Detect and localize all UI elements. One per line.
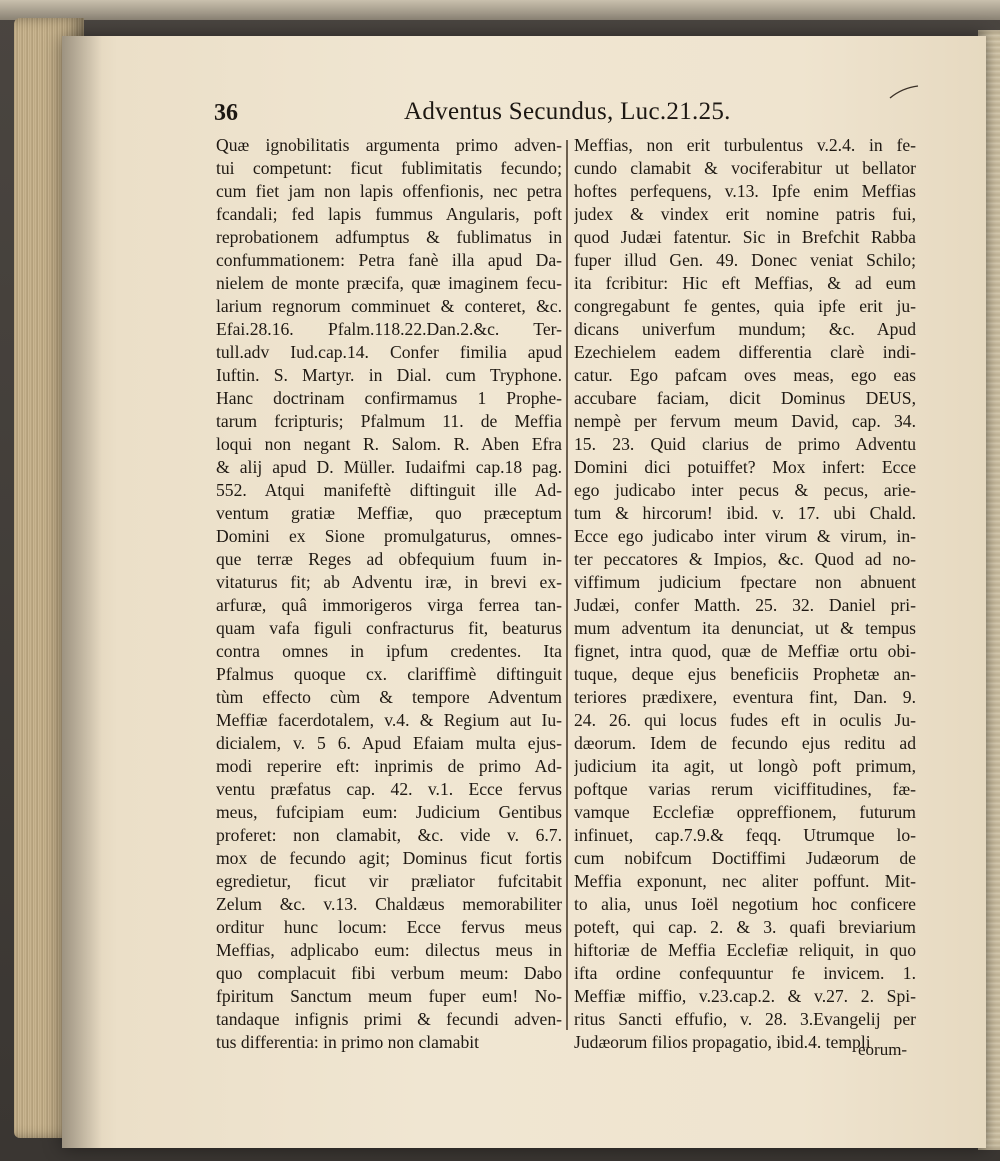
text-line: orditur hunc locum: Ecce fervus meus — [216, 917, 562, 937]
text-line: infinuet, cap.7.9.& feqq. Utrumque lo- — [574, 825, 916, 845]
text-line: Ecce ego judicabo inter virum & virum, in- — [574, 526, 916, 546]
text-line: que terræ Reges ad obfequium fuum in- — [216, 549, 562, 569]
text-line: cum fiet jam non lapis offenfionis, nec petra — [216, 181, 562, 201]
text-line: fpiritum Sanctum meum fuper eum! No- — [216, 986, 562, 1006]
text-line: Ezechielem eadem differentia clarè indi- — [574, 342, 916, 362]
text-line: tull.adv Iud.cap.14. Confer fimilia apud — [216, 342, 562, 362]
text-line: dæorum. Idem de fecundo ejus reditu ad — [574, 733, 916, 753]
text-line: Domini dici potuiffet? Mox infert: Ecce — [574, 457, 916, 477]
text-line: tus differentia: in primo non clamabit — [216, 1032, 480, 1052]
text-line: tandaque infignis primi & fecundi adven- — [216, 1009, 562, 1029]
text-line: judex & vindex erit nomine patris fui, — [574, 204, 916, 224]
text-line: accubare faciam, dicit Dominus DEUS, — [574, 388, 916, 408]
text-line: mox de fecundo agit; Dominus ficut fortis — [216, 848, 562, 868]
text-line: quam vafa figuli confracturus fit, beaturus — [216, 618, 562, 638]
text-line: 24. 26. qui locus fudes eft in oculis Ju- — [574, 710, 916, 730]
text-line: cundo clamabit & vociferabitur ut bellator — [574, 158, 916, 178]
text-line: viffimum judicium fpectare non abnuent — [574, 572, 916, 592]
text-line: tarum fcripturis; Pfalmum 11. de Meffia — [216, 411, 562, 431]
text-line: hoftes perfequens, v.13. Ipfe enim Meffias — [574, 181, 916, 201]
text-line: Meffias, adplicabo eum: dilectus meus in — [216, 940, 562, 960]
text-line: Domini ex Sione promulgaturus, omnes- — [216, 526, 562, 546]
text-line: ritus Sancti effufio, v. 28. 3.Evangelij per — [574, 1009, 916, 1029]
left-text-column — [216, 134, 562, 1054]
text-line: nielem de monte præcifa, quæ imaginem fecu- — [216, 273, 562, 293]
text-line: poftque varias rerum viciffitudines, fæ- — [574, 779, 916, 799]
text-line: catur. Ego pafcam oves meas, ego eas — [574, 365, 916, 385]
text-line: egredietur, ficut vir præliator fufcitabit — [216, 871, 562, 891]
text-line: tui competunt: ficut fublimitatis fecundo; — [216, 158, 562, 178]
text-line: ifta ordine confequuntur fe invicem. 1. — [574, 963, 916, 983]
text-line: ego judicabo inter pecus & pecus, arie- — [574, 480, 916, 500]
text-line: meus, fufcipiam eum: Judicium Gentibus — [216, 802, 562, 822]
text-line: Quæ ignobilitatis argumenta primo adven- — [216, 135, 562, 155]
text-line: 15. 23. Quid clarius de primo Adventu — [574, 434, 916, 454]
text-line: dicans univerfum mundum; &c. Apud — [574, 319, 916, 339]
text-line: quo complacuit fibi verbum meum: Dabo — [216, 963, 562, 983]
text-line: cum nobifcum Doctiffimi Judæorum de — [574, 848, 916, 868]
text-line: Meffias, non erit turbulentus v.2.4. in fe- — [574, 135, 916, 155]
text-line: & alij apud D. Müller. Iudaifmi cap.18 pag. — [216, 457, 562, 477]
running-title: Adventus Secundus, Luc.21.25. — [404, 98, 731, 125]
text-line: ter peccatores & Impios, &c. Quod ad no- — [574, 549, 916, 569]
text-line: teriores prædixere, eventura fint, Dan. 9. — [574, 687, 916, 707]
page-header — [214, 98, 944, 134]
text-line: Efai.28.16. Pfalm.118.22.Dan.2.&c. Ter- — [216, 319, 562, 339]
text-line: arfuræ, quâ immorigeros virga ferrea tan- — [216, 595, 562, 615]
text-line: ita fcribitur: Hic eft Meffias, & ad eum — [574, 273, 916, 293]
text-line: Meffiæ miffio, v.23.cap.2. & v.27. 2. Spi- — [574, 986, 916, 1006]
catchword: eorum- — [858, 1040, 908, 1059]
column-divider — [566, 140, 568, 1030]
text-line: loqui non negant R. Salom. R. Aben Efra — [216, 434, 562, 454]
text-line: mum adventum ita denunciat, ut & tempus — [574, 618, 916, 638]
text-line: tum & hircorum! ibid. v. 17. ubi Chald. — [574, 503, 916, 523]
right-text-column — [574, 134, 916, 1054]
text-line: judicium ita agit, ut longò poft primum, — [574, 756, 916, 776]
text-line: poteft, qui cap. 2. & 3. quafi breviarium — [574, 917, 916, 937]
text-line: dicialem, v. 5 6. Apud Efaiam multa ejus- — [216, 733, 562, 753]
text-line: proferet: non clamabit, &c. vide v. 6.7. — [216, 825, 562, 845]
text-line: vamque Ecclefiæ oppreffionem, futurum — [574, 802, 916, 822]
text-line: congregabunt fe gentes, quia ipfe erit ju- — [574, 296, 916, 316]
text-line: Zelum &c. v.13. Chaldæus memorabiliter — [216, 894, 562, 914]
text-line: contra omnes in ipfum credentes. Ita — [216, 641, 562, 661]
text-line: Meffia exponunt, nec aliter poffunt. Mit- — [574, 871, 916, 891]
scan-top-strip — [0, 0, 1000, 20]
text-line: modi reperire eft: inprimis de primo Ad- — [216, 756, 562, 776]
text-line: ventu præfatus cap. 42. v.1. Ecce fervus — [216, 779, 562, 799]
text-line: hiftoriæ de Meffia Ecclefiæ reliquit, in quo — [574, 940, 916, 960]
text-line: fuper illud Gen. 49. Donec veniat Schilo; — [574, 250, 916, 270]
text-line: fignet, intra quod, quæ de Meffiæ ortu obi- — [574, 641, 916, 661]
gutter-shadow — [62, 36, 102, 1148]
pen-mark-icon — [888, 84, 920, 100]
text-line: confummationem: Petra fanè illa apud Da- — [216, 250, 562, 270]
text-line: Pfalmus quoque cx. clariffimè diftinguit — [216, 664, 562, 684]
text-line: nempè per fervum meum David, cap. 34. — [574, 411, 916, 431]
text-line: tùm effecto cùm & tempore Adventum — [216, 687, 562, 707]
text-line: fcandali; fed lapis fummus Angularis, poft — [216, 204, 562, 224]
text-line: to alia, unus Ioël negotium hoc conficere — [574, 894, 916, 914]
text-line: reprobationem adfumptus & fublimatus in — [216, 227, 562, 247]
text-line: 552. Atqui manifeftè diftinguit ille Ad- — [216, 480, 562, 500]
text-line: larium regnorum comminuet & conteret, &c. — [216, 296, 562, 316]
page-number: 36 — [214, 100, 238, 126]
text-line: ventum gratiæ Meffiæ, quo præceptum — [216, 503, 562, 523]
text-line: Judæi, confer Matth. 25. 32. Daniel pri- — [574, 595, 916, 615]
text-line: vitaturus fit; ab Adventu iræ, in brevi ex- — [216, 572, 562, 592]
text-line: Meffiæ facerdotalem, v.4. & Regium aut Iu- — [216, 710, 562, 730]
text-line: Judæorum filios propagatio, ibid.4. templi — [574, 1032, 871, 1052]
text-line: quod Judæi fatentur. Sic in Brefchit Rabba — [574, 227, 916, 247]
text-line: tuque, deque ejus beneficiis Prophetæ an- — [574, 664, 916, 684]
text-line: Hanc doctrinam confirmamus 1 Prophe- — [216, 388, 562, 408]
text-line: Iuftin. S. Martyr. in Dial. cum Tryphone. — [216, 365, 562, 385]
